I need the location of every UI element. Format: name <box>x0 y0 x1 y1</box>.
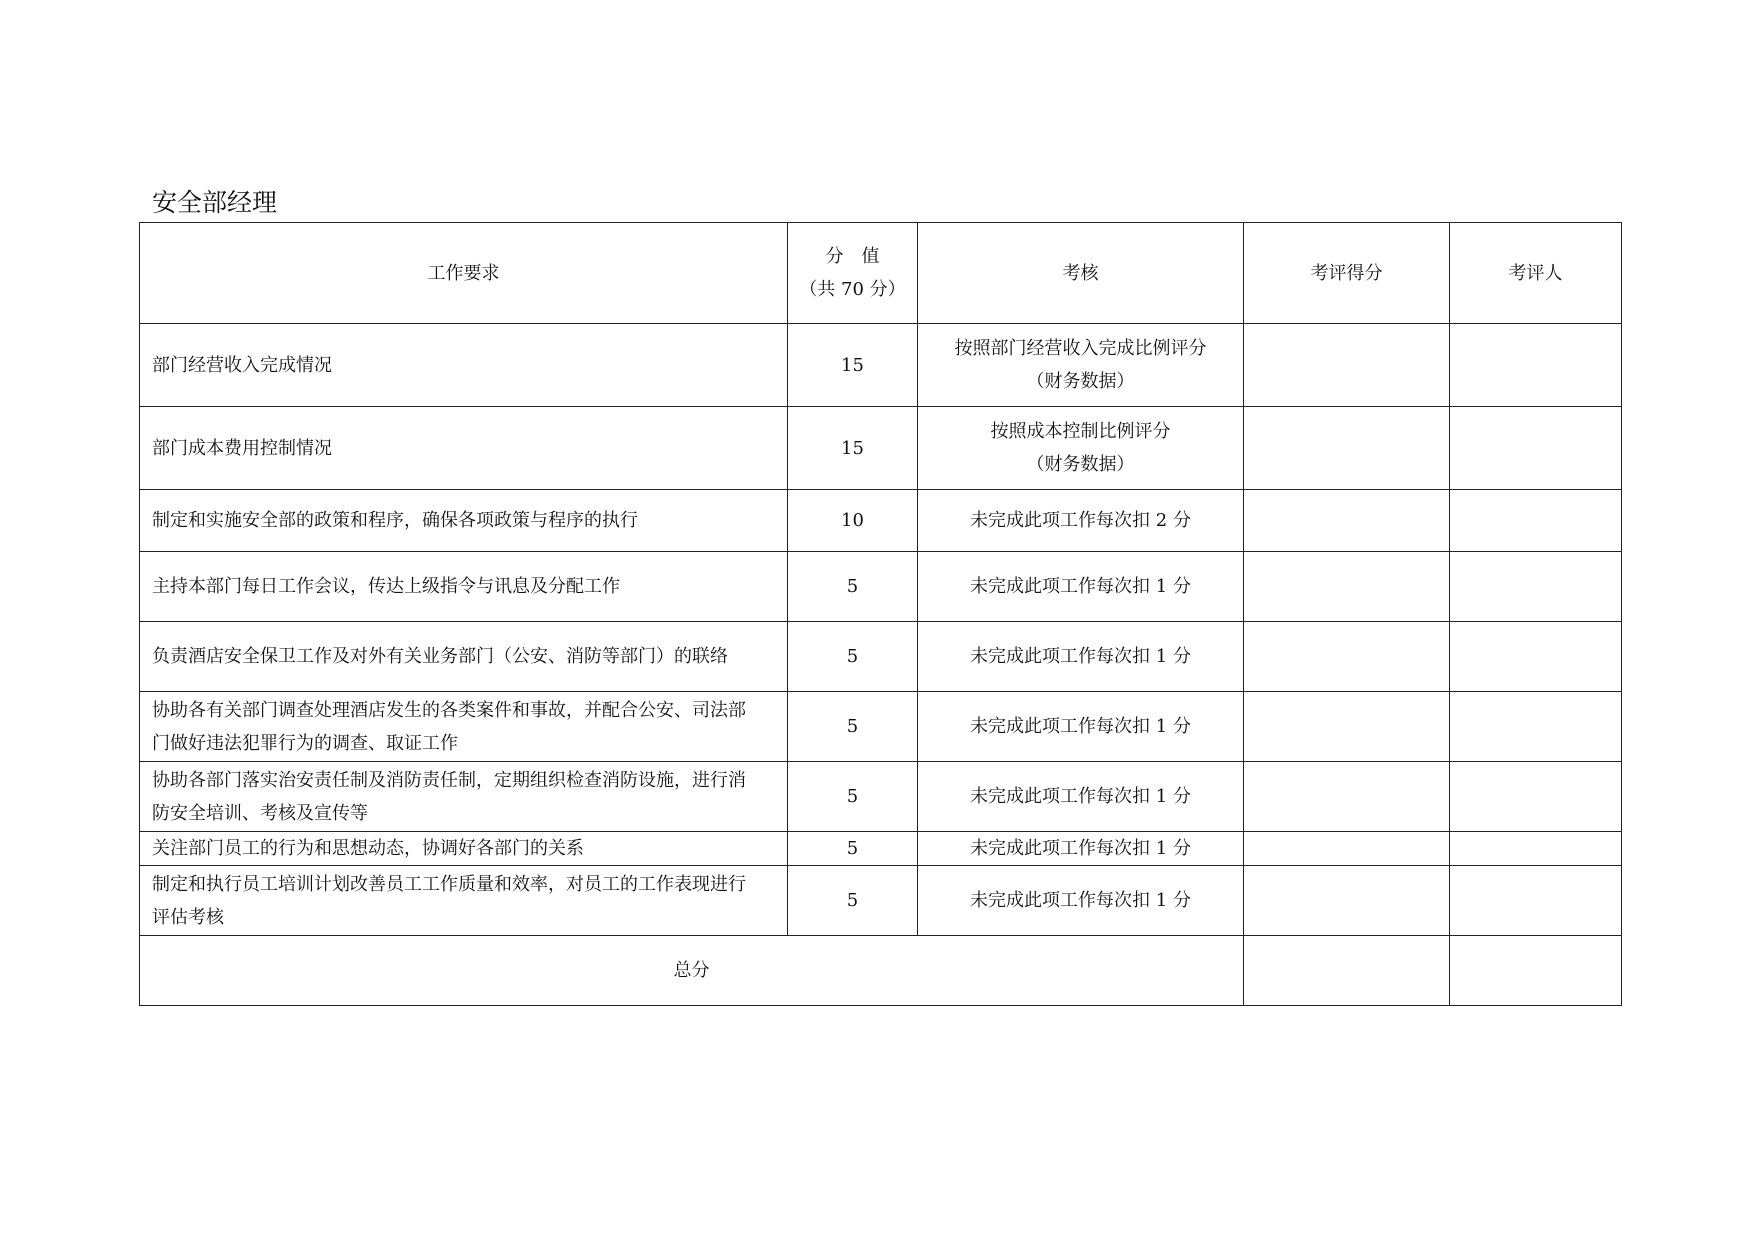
table-row <box>140 407 1622 490</box>
value-cell: 5 <box>788 762 918 832</box>
assessment-cell: 未完成此项工作每次扣 1 分 <box>918 866 1244 936</box>
score-cell[interactable] <box>1244 622 1450 692</box>
evaluation-table <box>139 222 1622 1006</box>
score-cell[interactable] <box>1244 552 1450 622</box>
assessment-line: 按照部门经营收入完成比例评分 <box>954 338 1207 359</box>
header-row <box>140 223 1622 324</box>
table-row <box>140 490 1622 552</box>
score-cell[interactable] <box>1244 407 1450 490</box>
score-cell[interactable] <box>1244 832 1450 866</box>
requirement-cell <box>140 866 788 936</box>
assessment-line: 按照成本控制比例评分 <box>990 421 1171 442</box>
header-value-line1: 分值 <box>825 246 898 267</box>
table-row <box>140 324 1622 407</box>
header-assessment: 考核 <box>918 223 1244 324</box>
total-row <box>140 936 1622 1006</box>
assessment-cell: 未完成此项工作每次扣 2 分 <box>918 490 1244 552</box>
assessment-cell <box>918 407 1244 490</box>
requirement-cell: 部门经营收入完成情况 <box>140 324 788 407</box>
score-cell[interactable] <box>1244 324 1450 407</box>
table-row <box>140 762 1622 832</box>
total-score-cell[interactable] <box>1244 936 1450 1006</box>
table-row <box>140 832 1622 866</box>
page-title: 安全部经理 <box>152 188 278 217</box>
reviewer-cell[interactable] <box>1450 490 1622 552</box>
score-cell[interactable] <box>1244 692 1450 762</box>
assessment-line: （财务数据） <box>1026 371 1135 392</box>
requirement-cell: 主持本部门每日工作会议，传达上级指令与讯息及分配工作 <box>140 552 788 622</box>
assessment-cell: 未完成此项工作每次扣 1 分 <box>918 622 1244 692</box>
table-row <box>140 866 1622 936</box>
assessment-line: （财务数据） <box>1026 454 1135 475</box>
header-score: 考评得分 <box>1244 223 1450 324</box>
value-cell: 5 <box>788 552 918 622</box>
requirement-line: 门做好违法犯罪行为的调查、取证工作 <box>152 732 458 754</box>
assessment-cell: 未完成此项工作每次扣 1 分 <box>918 762 1244 832</box>
header-reviewer: 考评人 <box>1450 223 1622 324</box>
reviewer-cell[interactable] <box>1450 622 1622 692</box>
value-cell: 5 <box>788 622 918 692</box>
header-value <box>788 223 918 324</box>
score-cell[interactable] <box>1244 490 1450 552</box>
value-cell: 15 <box>788 324 918 407</box>
value-cell: 5 <box>788 866 918 936</box>
value-cell: 15 <box>788 407 918 490</box>
requirement-line: 协助各有关部门调查处理酒店发生的各类案件和事故，并配合公安、司法部 <box>152 699 746 721</box>
reviewer-cell[interactable] <box>1450 832 1622 866</box>
assessment-cell: 未完成此项工作每次扣 1 分 <box>918 832 1244 866</box>
requirement-cell <box>140 762 788 832</box>
requirement-line: 防安全培训、考核及宣传等 <box>152 802 368 824</box>
assessment-cell: 未完成此项工作每次扣 1 分 <box>918 552 1244 622</box>
value-cell: 10 <box>788 490 918 552</box>
reviewer-cell[interactable] <box>1450 866 1622 936</box>
header-requirement: 工作要求 <box>140 223 788 324</box>
reviewer-cell[interactable] <box>1450 552 1622 622</box>
requirement-cell: 负责酒店安全保卫工作及对外有关业务部门（公安、消防等部门）的联络 <box>140 622 788 692</box>
total-reviewer-cell[interactable] <box>1450 936 1622 1006</box>
requirement-line: 评估考核 <box>152 906 224 928</box>
requirement-cell <box>140 692 788 762</box>
assessment-cell: 未完成此项工作每次扣 1 分 <box>918 692 1244 762</box>
reviewer-cell[interactable] <box>1450 762 1622 832</box>
value-cell: 5 <box>788 692 918 762</box>
value-cell: 5 <box>788 832 918 866</box>
reviewer-cell[interactable] <box>1450 324 1622 407</box>
requirement-line: 协助各部门落实治安责任制及消防责任制，定期组织检查消防设施，进行消 <box>152 769 746 791</box>
table-row <box>140 552 1622 622</box>
assessment-cell <box>918 324 1244 407</box>
reviewer-cell[interactable] <box>1450 692 1622 762</box>
requirement-cell: 制定和实施安全部的政策和程序，确保各项政策与程序的执行 <box>140 490 788 552</box>
table-row <box>140 692 1622 762</box>
table-row <box>140 622 1622 692</box>
requirement-cell: 部门成本费用控制情况 <box>140 407 788 490</box>
header-value-line2: （共 70 分） <box>799 279 906 300</box>
requirement-line: 制定和执行员工培训计划改善员工工作质量和效率，对员工的工作表现进行 <box>152 873 746 895</box>
score-cell[interactable] <box>1244 762 1450 832</box>
requirement-cell: 关注部门员工的行为和思想动态，协调好各部门的关系 <box>140 832 788 866</box>
total-label: 总分 <box>140 936 1244 1006</box>
score-cell[interactable] <box>1244 866 1450 936</box>
reviewer-cell[interactable] <box>1450 407 1622 490</box>
